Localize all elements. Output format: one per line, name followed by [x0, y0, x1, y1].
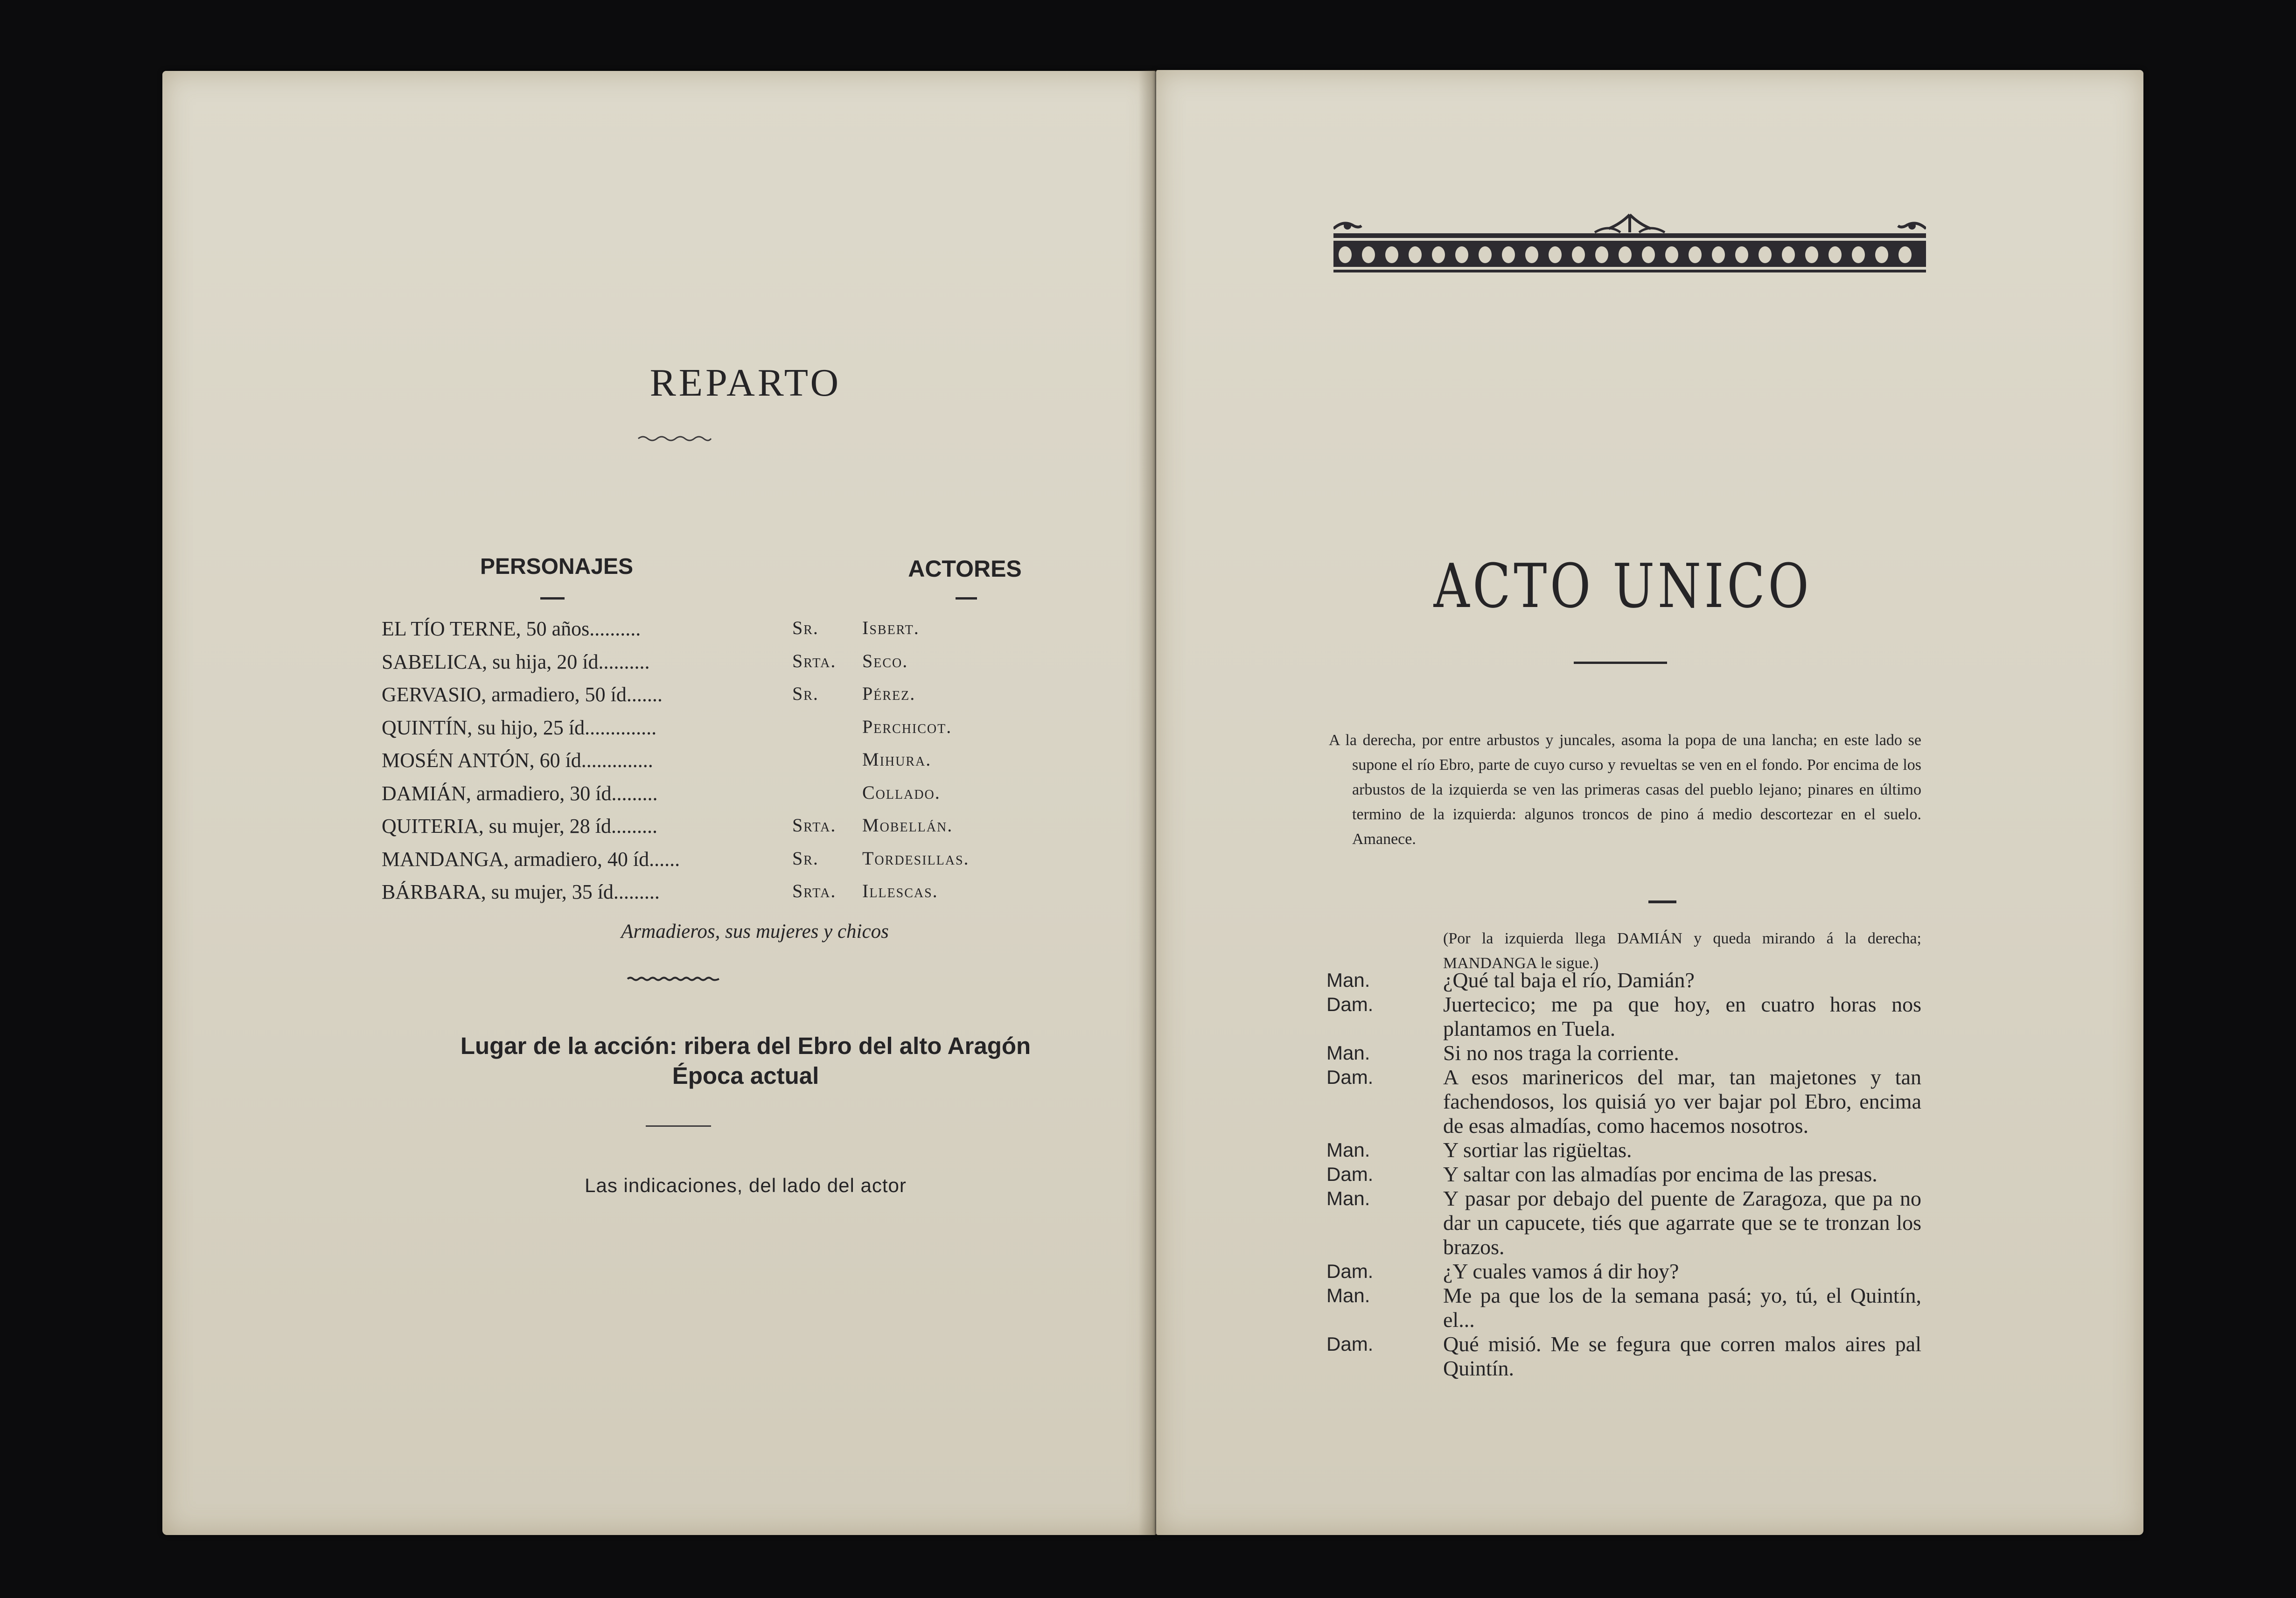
squiggle-divider — [627, 975, 720, 983]
line-text: Y pasar por debajo del puente de Zaragoza, que pa no dar un capucete, tiés que agarrate que se te tronzan los brazos. — [1443, 1186, 1921, 1259]
line-text: Y sortiar las rigüeltas. — [1443, 1138, 1632, 1162]
entrance-direction: (Por la izquierda llega DAMIÁN y queda mirando á la derecha; MANDANGA le sigue.) — [1443, 930, 1921, 972]
speaker: Dam. — [1326, 1163, 1374, 1185]
page-title: REPARTO — [649, 361, 842, 405]
character-name: QUINTÍN, su hijo, 25 íd.............. — [382, 716, 657, 739]
line-text: A esos marinericos del mar, tan majetones y tan fachendosos, los quisiá yo ver bajar pol Ebro, encima de esas almadías, como hacemos nosotros. — [1443, 1065, 1921, 1137]
actor-name: Mobellán. — [862, 815, 953, 836]
character-name: MANDANGA, armadiero, 40 íd...... — [382, 847, 680, 871]
divider-line — [646, 1125, 711, 1127]
divider-line — [1574, 662, 1667, 664]
stage-direction: A la derecha, por entre arbustos y juncales, asoma la popa de una lancha; en este lado se supone el río Ebro, parte de cuyo curso y revueltas se ven en el fondo. Por encima de los arbustos de la izquierda se ven las primeras casas del pueblo lejano; pinares en último termino de la izquierda: algunos troncos de pino á medio descortezar en el suelo. Amanece. — [1329, 732, 1921, 848]
cast-row — [382, 782, 1175, 815]
dialogue-line — [1326, 1284, 1933, 1332]
speaker: Man. — [1326, 1187, 1370, 1209]
dialogue-line — [1326, 1065, 1933, 1138]
honorific: Sr. — [792, 683, 819, 704]
line-text: ¿Qué tal baja el río, Damián? — [1443, 968, 1695, 992]
actor-name: Perchicot. — [862, 716, 952, 737]
dialogue-line — [1326, 1259, 1933, 1284]
actor-name: Pérez. — [862, 683, 916, 704]
speaker: Man. — [1326, 1284, 1370, 1306]
actor-name: Mihura. — [862, 749, 932, 770]
dialogue-line — [1326, 1041, 1933, 1065]
line-text: ¿Y cuales vamos á dir hoy? — [1443, 1259, 1679, 1283]
dialogue-line — [1326, 992, 1933, 1041]
character-name: EL TÍO TERNE, 50 años.......... — [382, 617, 641, 640]
cast-row — [382, 617, 1175, 650]
location-line: Lugar de la acción: ribera del Ebro del alto Aragón — [460, 1033, 1031, 1059]
honorific: Sr. — [792, 617, 819, 638]
line-text: Y saltar con las almadías por encima de las presas. — [1443, 1162, 1877, 1186]
stage-note: Las indicaciones, del lado del actor — [585, 1174, 907, 1196]
location-text — [358, 1031, 1133, 1091]
dialogue — [1326, 968, 1933, 1381]
epoch-line: Época actual — [672, 1062, 819, 1089]
cast-row — [382, 683, 1175, 716]
left-page — [162, 71, 1156, 1535]
cast-row — [382, 847, 1175, 880]
line-text: Me pa que los de la semana pasá; yo, tú, el Quintín, el... — [1443, 1284, 1921, 1332]
dialogue-line — [1326, 1138, 1933, 1162]
actor-name: Seco. — [862, 650, 908, 671]
cast-row — [382, 748, 1175, 782]
cast-row — [382, 814, 1175, 847]
line-text: Qué misió. Me se fegura que corren malos aires pal Quintín. — [1443, 1332, 1921, 1380]
cast-row — [382, 650, 1175, 683]
speaker: Man. — [1326, 1042, 1370, 1064]
character-name: MOSÉN ANTÓN, 60 íd.............. — [382, 749, 653, 772]
actor-name: Isbert. — [862, 617, 920, 638]
column-header-actores: ACTORES — [908, 556, 1022, 582]
act-title: ACTO UNICO — [1433, 551, 1812, 621]
line-text: Si no nos traga la corriente. — [1443, 1041, 1679, 1065]
actor-name: Tordesillas. — [862, 847, 970, 869]
extras-note: Armadieros, sus mujeres y chicos — [621, 921, 889, 942]
column-header-personajes: PERSONAJES — [480, 554, 634, 579]
honorific: Srta. — [792, 815, 837, 836]
speaker: Dam. — [1326, 1333, 1374, 1355]
divider-line — [1648, 900, 1676, 903]
character-name: QUITERIA, su mujer, 28 íd......... — [382, 815, 657, 837]
speaker: Dam. — [1326, 1260, 1374, 1282]
honorific: Sr. — [792, 847, 819, 869]
actor-name: Collado. — [862, 782, 941, 803]
character-name: DAMIÁN, armadiero, 30 íd......... — [382, 782, 658, 805]
speaker: Man. — [1326, 1139, 1370, 1161]
right-page — [1156, 70, 2143, 1535]
cast-list — [382, 617, 1175, 913]
honorific: Srta. — [792, 650, 837, 671]
character-name: SABELICA, su hija, 20 íd.......... — [382, 650, 650, 673]
speaker: Man. — [1326, 969, 1370, 991]
speaker: Dam. — [1326, 993, 1374, 1015]
dialogue-line — [1326, 1186, 1933, 1259]
squiggle-divider — [637, 434, 712, 443]
dialogue-line — [1326, 968, 1933, 992]
honorific: Srta. — [792, 880, 837, 901]
column-underline — [540, 597, 565, 600]
cast-row — [382, 716, 1175, 749]
line-text: Juertecico; me pa que hoy, en cuatro horas nos plantamos en Tuela. — [1443, 992, 1921, 1040]
column-underline — [956, 597, 977, 600]
actor-name: Illescas. — [862, 880, 938, 901]
dialogue-line — [1326, 1162, 1933, 1186]
dialogue-line — [1326, 1332, 1933, 1381]
character-name: GERVASIO, armadiero, 50 íd....... — [382, 683, 663, 706]
ornament-header — [1333, 210, 1926, 275]
speaker: Dam. — [1326, 1066, 1374, 1088]
character-name: BÁRBARA, su mujer, 35 íd......... — [382, 880, 660, 903]
cast-row — [382, 880, 1175, 913]
